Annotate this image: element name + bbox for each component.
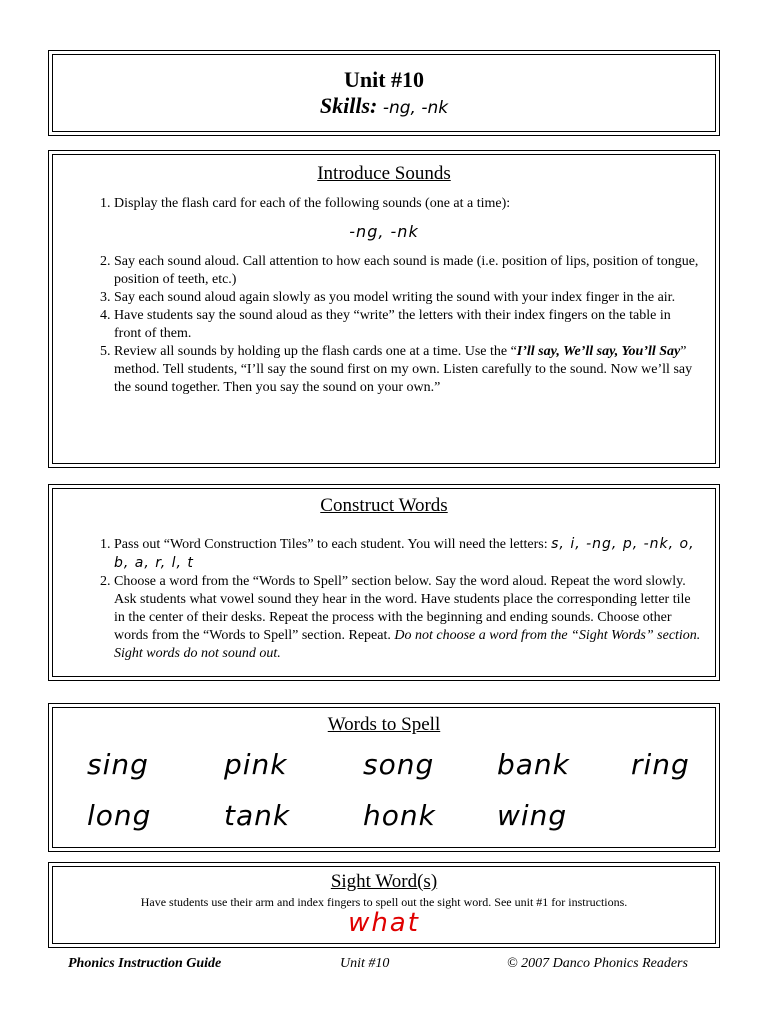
spell-word: long bbox=[87, 799, 152, 832]
spell-word: bank bbox=[497, 748, 570, 781]
unit-title-box bbox=[52, 54, 716, 132]
construct-letters: s, i, -ng, p, -nk, o, b, a, r, l, t bbox=[114, 536, 695, 571]
construct-step-1-text: Pass out “Word Construction Tiles” to each student. You will need the letters: bbox=[114, 537, 548, 552]
introduce-sounds-display: -ng, -nk bbox=[349, 222, 419, 241]
skills-sounds: -ng, -nk bbox=[382, 98, 449, 118]
spell-word: song bbox=[363, 748, 435, 781]
introduce-sounds-heading: Introduce Sounds bbox=[317, 163, 451, 184]
skills-label: Skills: bbox=[319, 93, 378, 118]
skills-line bbox=[53, 92, 715, 122]
spell-word: wing bbox=[497, 799, 568, 832]
introduce-steps-list bbox=[53, 195, 715, 213]
step5-method: I’ll say, We’ll say, You’ll Say bbox=[516, 344, 681, 359]
words-to-spell-heading: Words to Spell bbox=[327, 714, 441, 735]
construct-step-2 bbox=[114, 573, 701, 663]
construct-steps-list bbox=[53, 535, 715, 663]
sight-words-section bbox=[52, 866, 716, 944]
introduce-steps-list-continued bbox=[53, 253, 715, 397]
construct-step-2-note: Do not choose a word from the “Sight Words” section. Sight words do not sound out. bbox=[114, 628, 701, 661]
step5-text-a: Review all sounds by holding up the flash cards one at a time. Use the “ bbox=[114, 344, 517, 359]
unit-number: Unit #10 bbox=[343, 67, 425, 92]
sight-words-instructions: Have students use their arm and index fingers to spell out the sight word. See unit #1 for instructions. bbox=[140, 895, 628, 909]
spell-word: pink bbox=[224, 748, 288, 781]
construct-step-1 bbox=[114, 535, 701, 573]
footer-guide-title: Phonics Instruction Guide bbox=[68, 956, 222, 971]
spell-word: tank bbox=[224, 799, 291, 832]
introduce-step-2: 2. Say each sound aloud. Call attention to how each sound is made (i.e. position of lips, position of tongue, position of teeth, etc.) bbox=[114, 253, 701, 289]
sight-words-heading: Sight Word(s) bbox=[330, 871, 438, 892]
spell-word: honk bbox=[363, 799, 436, 832]
footer-unit: Unit #10 bbox=[340, 956, 390, 971]
footer-copyright: © 2007 Danco Phonics Readers bbox=[507, 956, 688, 971]
introduce-step-4: 4. Have students say the sound aloud as they “write” the letters with their index fingers on the table in front of them. bbox=[114, 307, 701, 343]
construct-words-heading: Construct Words bbox=[320, 495, 448, 516]
introduce-sounds-section bbox=[52, 154, 716, 464]
introduce-step-5 bbox=[114, 343, 701, 397]
construct-words-section bbox=[52, 488, 716, 677]
construct-step-2-text: Choose a word from the “Words to Spell” section below. Say the word aloud. Repeat the word slowly. Ask students what vowel sound they hear in the word. Have students place the corresponding letter tile in the center of their desks. Repeat the process with the beginning and ending sounds. Choose other words from the “Words to Spell” section. Repeat. bbox=[114, 574, 691, 643]
introduce-step-3: 3. Say each sound aloud again slowly as you model writing the sound with your index finger in the air. bbox=[114, 289, 701, 307]
step5-text-b: ” method. Tell students, “I’ll say the sound first on my own. Listen carefully to the sound. Now we’ll say the sound together. Then you say the sound on your own.” bbox=[114, 344, 693, 395]
introduce-step-1: 1. Display the flash card for each of the following sounds (one at a time): bbox=[114, 195, 701, 213]
words-to-spell-section bbox=[52, 707, 716, 848]
sight-word: what bbox=[348, 908, 420, 938]
spell-word: sing bbox=[87, 748, 149, 781]
spell-word: ring bbox=[631, 748, 690, 781]
